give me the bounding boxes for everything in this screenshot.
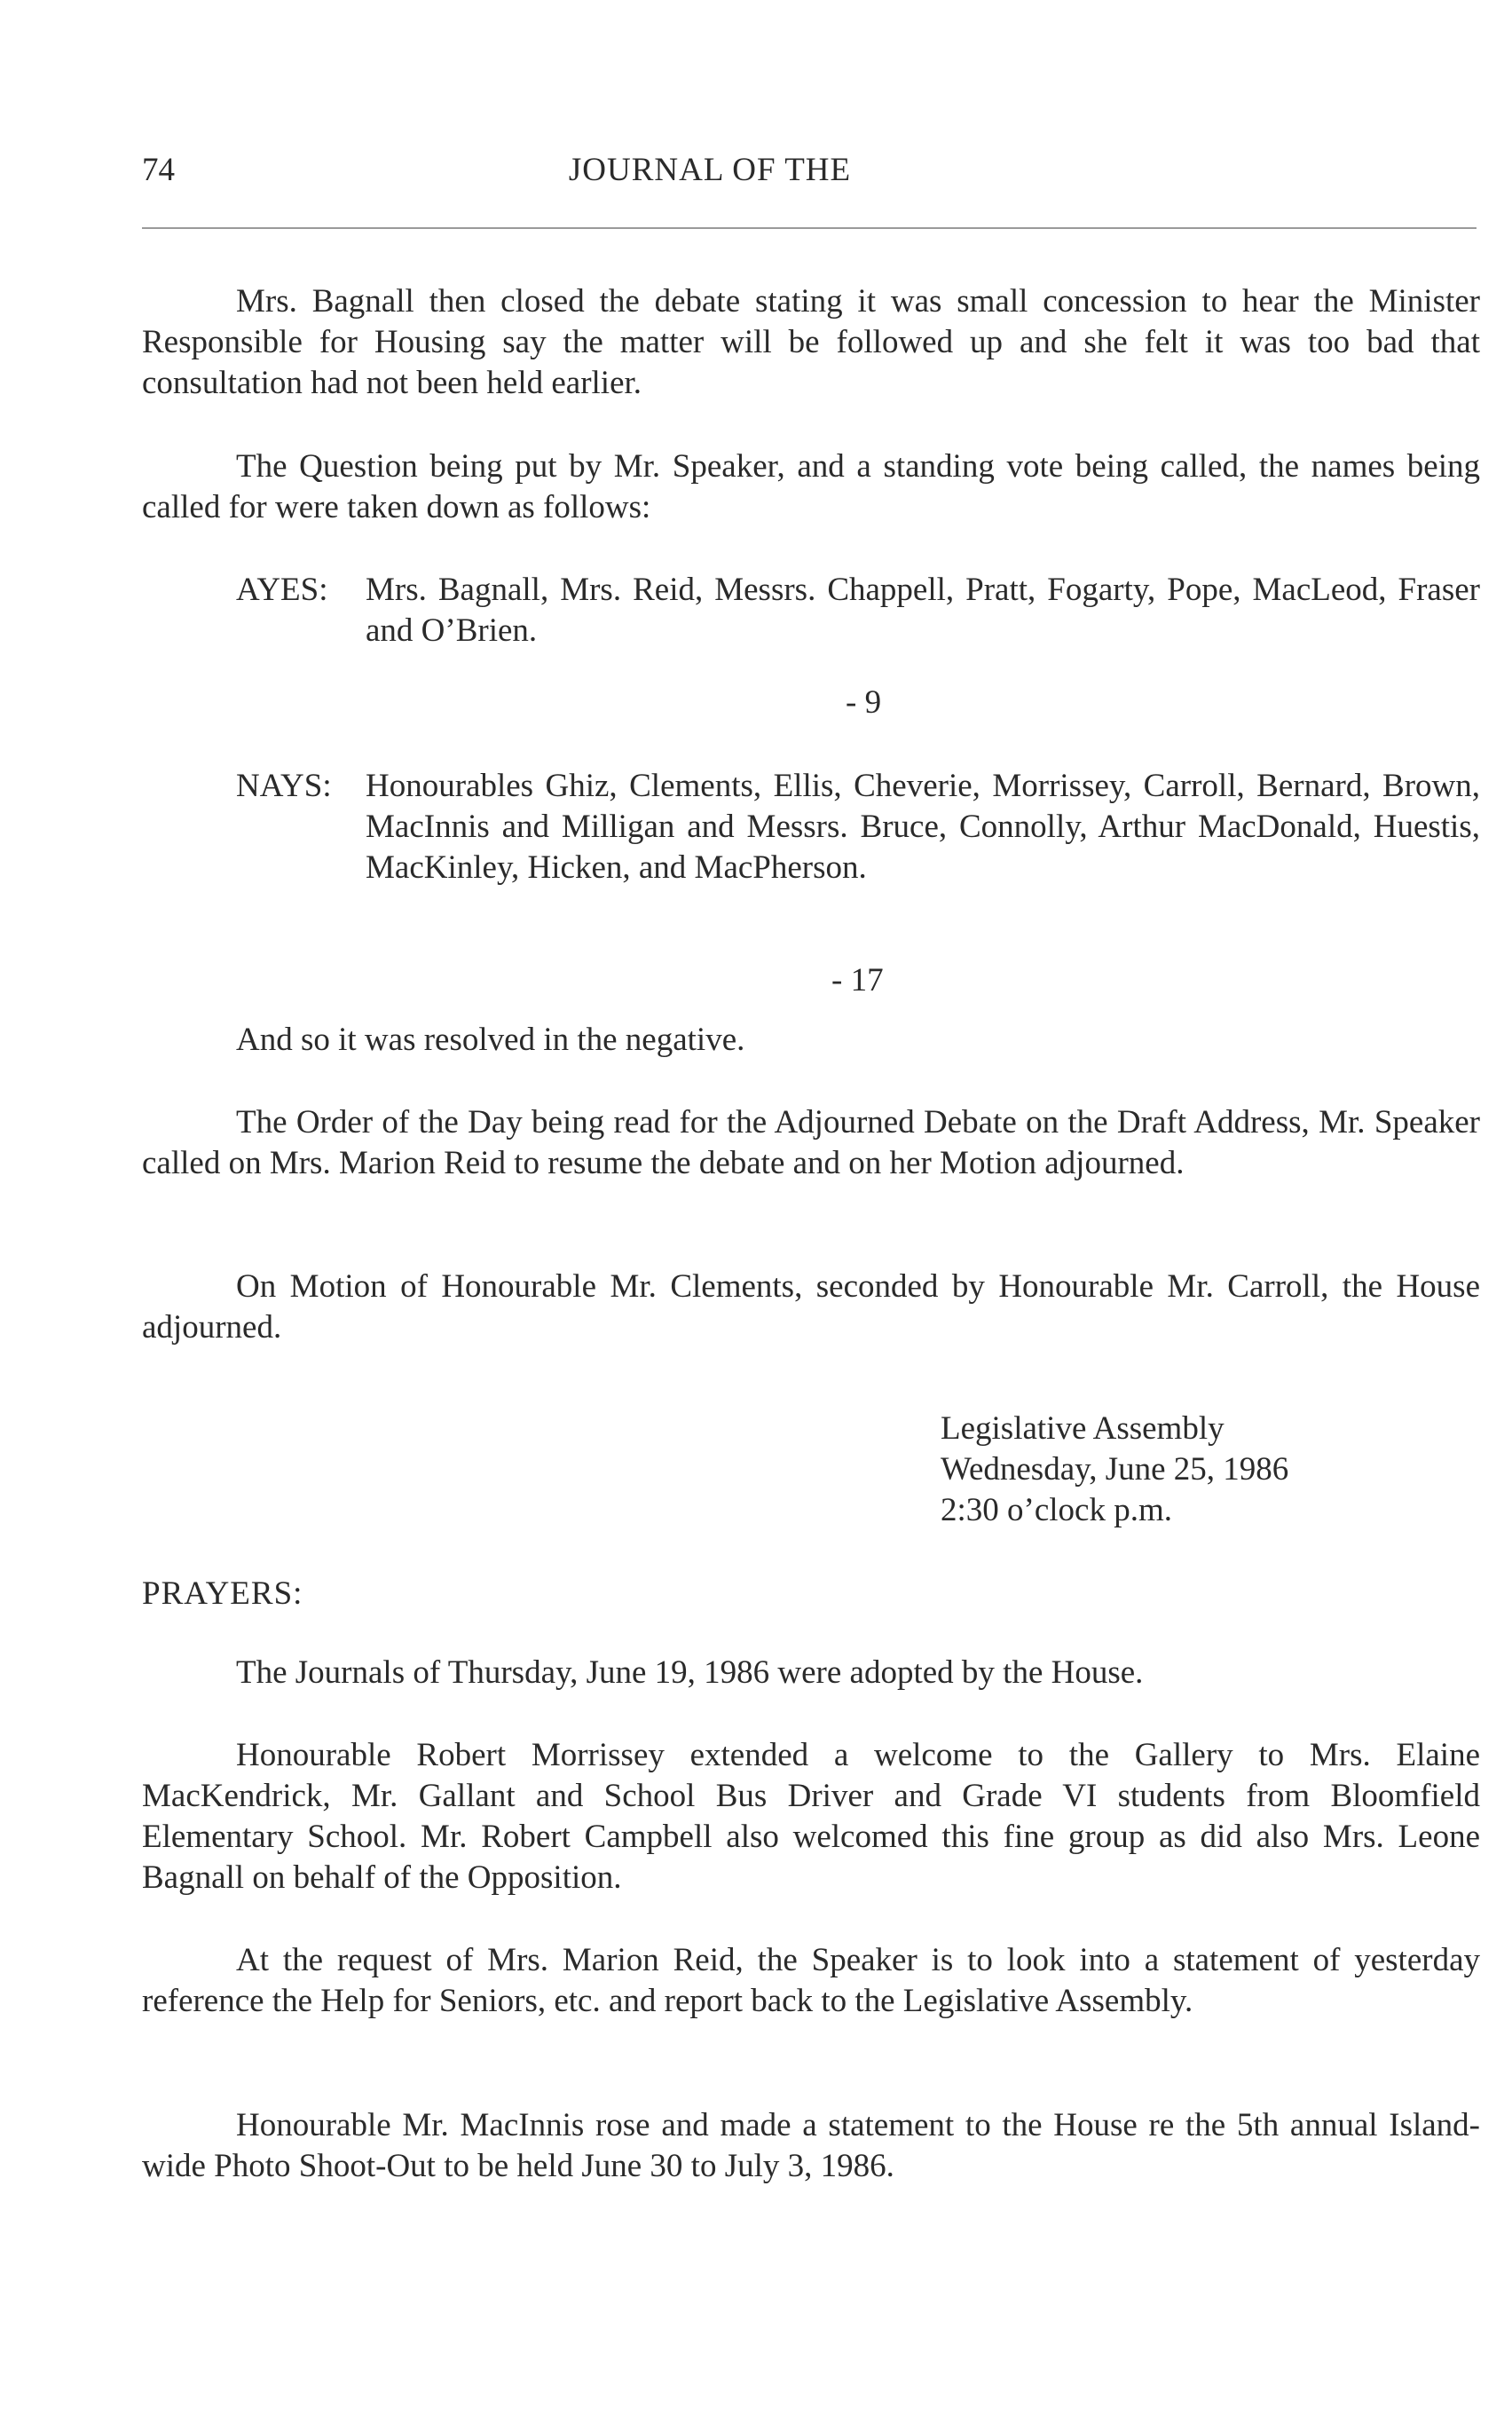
page-header — [142, 151, 1477, 204]
paragraph-bagnall-closing: Mrs. Bagnall then closed the debate stating it was small concession to hear the Minister Responsible for Housing say the matter will be followed up and she felt it was too bad that consultation had not been held earlier. — [142, 283, 1480, 401]
sitting-time: 2:30 o’clock p.m. — [941, 1492, 1173, 1528]
sitting-date: Wednesday, June 25, 1986 — [941, 1451, 1289, 1488]
nays-count: - 17 — [831, 962, 884, 998]
page-number: 74 — [142, 152, 175, 188]
ayes-names: Mrs. Bagnall, Mrs. Reid, Messrs. Chappell, Pratt, Fogarty, Pope, MacLeod, Fraser and O’Brien. — [366, 572, 1480, 649]
paragraph-photo-shoot-out: Honourable Mr. MacInnis rose and made a statement to the House re the 5th annual Island-wide Photo Shoot-Out to be held June 30 to July 3, 1986. — [142, 2107, 1480, 2184]
running-head: JOURNAL OF THE — [568, 152, 852, 188]
prayers-heading: PRAYERS: — [142, 1575, 303, 1612]
ayes-label: AYES: — [236, 572, 328, 608]
paragraph-resolved-negative: And so it was resolved in the negative. — [236, 1022, 745, 1058]
paragraph-order-of-day: The Order of the Day being read for the Adjourned Debate on the Draft Address, Mr. Speaker called on Mrs. Marion Reid to resume the debate and on her Motion adjourned. — [142, 1104, 1480, 1181]
paragraph-house-adjourned: On Motion of Honourable Mr. Clements, seconded by Honourable Mr. Carroll, the House adjourned. — [142, 1268, 1480, 1346]
paragraph-journals-adopted: The Journals of Thursday, June 19, 1986 were adopted by the House. — [236, 1654, 1144, 1691]
sitting-details — [941, 1409, 1288, 1531]
paragraph-gallery-welcome: Honourable Robert Morrissey extended a welcome to the Gallery to Mrs. Elaine MacKendrick, Mr. Gallant and School Bus Driver and Grade VI students from Bloomfield Elementary School. Mr. Robert Campbell also welcomed this fine group as did also Mrs. Leone Bagnall on behalf of the Opposition. — [142, 1737, 1480, 1896]
paragraph-help-for-seniors: At the request of Mrs. Marion Reid, the Speaker is to look into a statement of yesterday reference the Help for Seniors, etc. and report back to the Legislative Assembly. — [142, 1942, 1480, 2019]
paragraph-question-put: The Question being put by Mr. Speaker, and a standing vote being called, the names being called for were taken down as follows: — [142, 448, 1480, 525]
sitting-assembly: Legislative Assembly — [941, 1410, 1225, 1447]
ayes-count: - 9 — [846, 684, 882, 721]
header-rule — [142, 227, 1477, 229]
nays-label: NAYS: — [236, 768, 332, 804]
nays-names: Honourables Ghiz, Clements, Ellis, Cheverie, Morrissey, Carroll, Bernard, Brown, MacInnis and Milligan and Messrs. Bruce, Connolly, Arthur MacDonald, Huestis, MacKinley, Hicken, and MacPherson. — [366, 768, 1480, 886]
